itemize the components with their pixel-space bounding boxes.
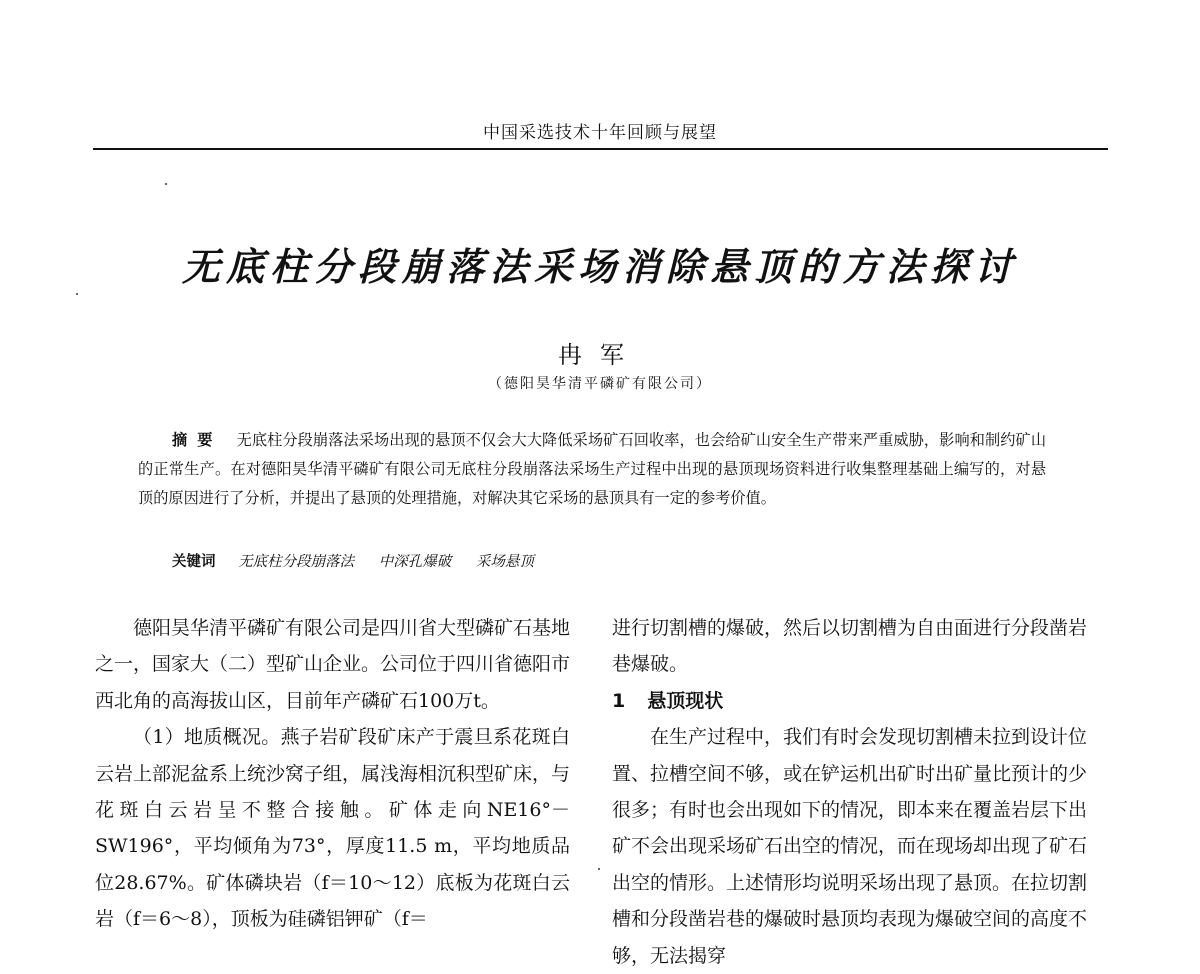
author-name: 冉军 [558, 341, 642, 369]
author-affiliation: （德阳昊华清平磷矿有限公司） [488, 376, 712, 392]
scan-speck [165, 183, 167, 185]
keyword: 中深孔爆破 [378, 554, 452, 570]
keyword: 采场悬顶 [475, 554, 534, 570]
body-right-column [612, 610, 1087, 974]
section-heading [612, 683, 1087, 719]
body-left-column [95, 610, 570, 938]
abstract-text: 无底柱分段崩落法采场出现的悬顶不仅会大大降低采场矿石回收率，也会给矿山安全生产带来严重威胁，影响和制约矿山的正常生产。在对德阳昊华清平磷矿有限公司无底柱分段崩落法采场生产过程中出现的悬顶现场资料进行收集整理基础上编写的，对悬顶的原因进行了分析，并提出了悬顶的处理措施，对解决其它采场的悬顶具有一定的参考价值。 [138, 431, 1047, 507]
abstract-label: 摘要 [172, 431, 223, 449]
paper-title: 无底柱分段崩落法采场消除悬顶的方法探讨 [181, 244, 1018, 289]
body-paragraph: （1）地质概况。燕子岩矿段矿床产于震旦系花斑白云岩上部泥盆系上统沙窝子组，属浅海相沉积型矿床，与花斑白云岩呈不整合接触。矿体走向NE16°－SW196°，平均倾角为73°，厚度11.5 m，平均地质品位28.67%。矿体磷块岩（f＝10～12）底板为花斑白云岩（f＝6～8），顶板为硅磷铝钾矿（f＝ [95, 726, 571, 931]
abstract [138, 426, 1046, 513]
running-header: 中国采选技术十年回顾与展望 [483, 123, 717, 143]
body-paragraph: 在生产过程中，我们有时会发现切割槽未拉到设计位置、拉槽空间不够，或在铲运机出矿时出矿量比预计的少很多；有时也会出现如下的情况，即本来在覆盖岩层下出矿不会出现采场矿石出空的情况，而在现场却出现了矿石出空的情形。上述情形均说明采场出现了悬顶。在拉切割槽和分段凿岩巷的爆破时悬顶均表现为爆破空间的高度不够，无法揭穿 [612, 726, 1088, 967]
body-paragraph: 德阳昊华清平磷矿有限公司是四川省大型磷矿石基地之一，国家大（二）型矿山企业。公司位于四川省德阳市西北角的高海拔山区，目前年产磷矿石100万t。 [95, 617, 571, 712]
header-rule [93, 148, 1108, 150]
keyword: 无底柱分段崩落法 [238, 554, 355, 570]
section-number: 1 [612, 689, 626, 712]
keywords-label: 关键词 [172, 554, 216, 570]
body-paragraph: 进行切割槽的爆破，然后以切割槽为自由面进行分段凿岩巷爆破。 [612, 617, 1088, 676]
keywords [172, 550, 554, 574]
scan-speck [598, 868, 600, 870]
scan-speck [76, 293, 78, 295]
section-title: 悬顶现状 [647, 689, 724, 712]
